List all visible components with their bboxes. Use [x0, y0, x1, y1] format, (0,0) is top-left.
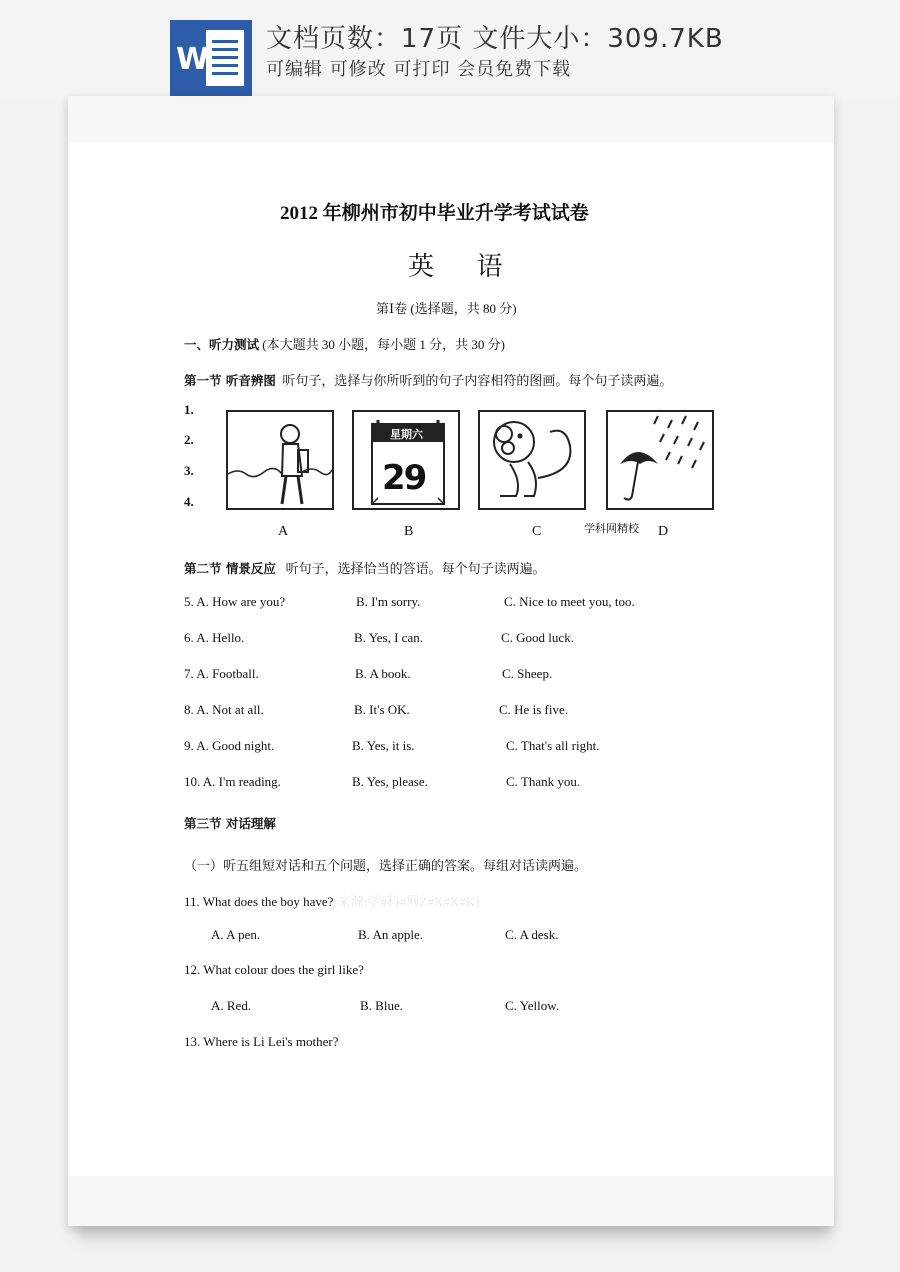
exam-subject: 英 语: [408, 252, 521, 281]
section2-title: 第二节 情景反应: [184, 561, 276, 576]
question-option: B. An apple.: [358, 927, 423, 942]
section3-instructions: （一）听五组短对话和五个问题，选择正确的答案。每组对话读两遍。: [184, 858, 588, 873]
question-option: 5. A. How are you?: [184, 594, 286, 609]
page-bottom-band: [68, 1176, 834, 1226]
question-option: C. A desk.: [505, 927, 559, 942]
question-option: B. I'm sorry.: [356, 594, 421, 609]
boy-walking-icon: [228, 412, 332, 508]
question-12-text: 12. What colour does the girl like?: [184, 962, 364, 977]
question-option: C. Nice to meet you, too.: [504, 594, 635, 609]
section2-heading: [184, 558, 546, 577]
question-option: 8. A. Not at all.: [184, 702, 264, 717]
question-option: C. Good luck.: [501, 630, 574, 645]
umbrella-rain-icon: [608, 412, 712, 508]
picture-label-d: D: [658, 524, 669, 539]
section1-heading: [184, 370, 672, 389]
question-option: C. He is five.: [499, 702, 568, 717]
question-option: B. Yes, I can.: [354, 630, 423, 645]
picture-label-a: A: [278, 524, 289, 539]
document-page: [68, 96, 834, 1226]
listening-pictures: [184, 402, 718, 542]
question-11: [184, 891, 479, 910]
question-option: A. A pen.: [211, 927, 261, 942]
part1-heading: [184, 334, 505, 353]
question-option: B. Blue.: [360, 998, 403, 1013]
source-watermark: [来源:学#科#网Z#X#X#K]: [333, 894, 480, 909]
question-option: C. Sheep.: [502, 666, 553, 681]
picture-d-umbrella-rain: [606, 410, 714, 510]
picture-number: 2.: [184, 432, 194, 447]
picture-number: 1.: [184, 402, 194, 417]
monkey-icon: [480, 412, 584, 508]
section3-title: 第三节 对话理解: [184, 816, 276, 831]
file-info-title: 文档页数：17页 文件大小：309.7KB: [266, 24, 724, 54]
picture-label-b: B: [404, 524, 414, 539]
picture-b-calendar: [352, 410, 460, 510]
picture-c-monkey: [478, 410, 586, 510]
volume-heading: 第Ⅰ卷 (选择题，共 80 分): [376, 301, 517, 316]
question-option: A. Red.: [211, 998, 252, 1013]
question-option: B. A book.: [355, 666, 411, 681]
question-11-text: 11. What does the boy have?: [184, 894, 334, 909]
exam-title: 2012 年柳州市初中毕业升学考试试卷: [280, 203, 589, 224]
question-option: 6. A. Hello.: [184, 630, 245, 645]
section2-instructions: 听句子，选择恰当的答语。每个句子读两遍。: [285, 561, 546, 576]
question-option: C. Yellow.: [505, 998, 560, 1013]
file-info-subtitle: 可编辑 可修改 可打印 会员免费下载: [266, 59, 572, 80]
section1-instructions: 听句子，选择与你所听到的句子内容相符的图画。每个句子读两遍。: [282, 373, 673, 388]
page-top-band: [68, 96, 834, 142]
picture-number: 4.: [184, 494, 194, 509]
question-option: B. Yes, it is.: [352, 738, 415, 753]
download-banner: [0, 0, 900, 100]
question-option: B. It's OK.: [354, 702, 410, 717]
question-13-text: 13. Where is Li Lei's mother?: [184, 1034, 339, 1049]
part1-note: (本大题共 30 小题，每小题 1 分，共 30 分): [262, 337, 505, 352]
question-option: B. Yes, please.: [352, 774, 428, 789]
question-option: C. Thank you.: [506, 774, 581, 789]
picture-label-c: C: [532, 524, 542, 539]
part1-title: 一、听力测试: [184, 337, 260, 352]
word-document-icon: W: [170, 20, 252, 96]
question-option: 10. A. I'm reading.: [184, 774, 281, 789]
calendar-weekday: 星期六: [390, 428, 423, 441]
picture-watermark: 学科网精校: [584, 522, 639, 535]
question-option: 7. A. Football.: [184, 666, 259, 681]
section1-title: 第一节 听音辨图: [184, 373, 276, 388]
question-option: C. That's all right.: [506, 738, 600, 753]
picture-number: 3.: [184, 463, 194, 478]
question-option: 9. A. Good night.: [184, 738, 275, 753]
picture-a-boy-walking: [226, 410, 334, 510]
calendar-date: 29: [382, 458, 426, 498]
